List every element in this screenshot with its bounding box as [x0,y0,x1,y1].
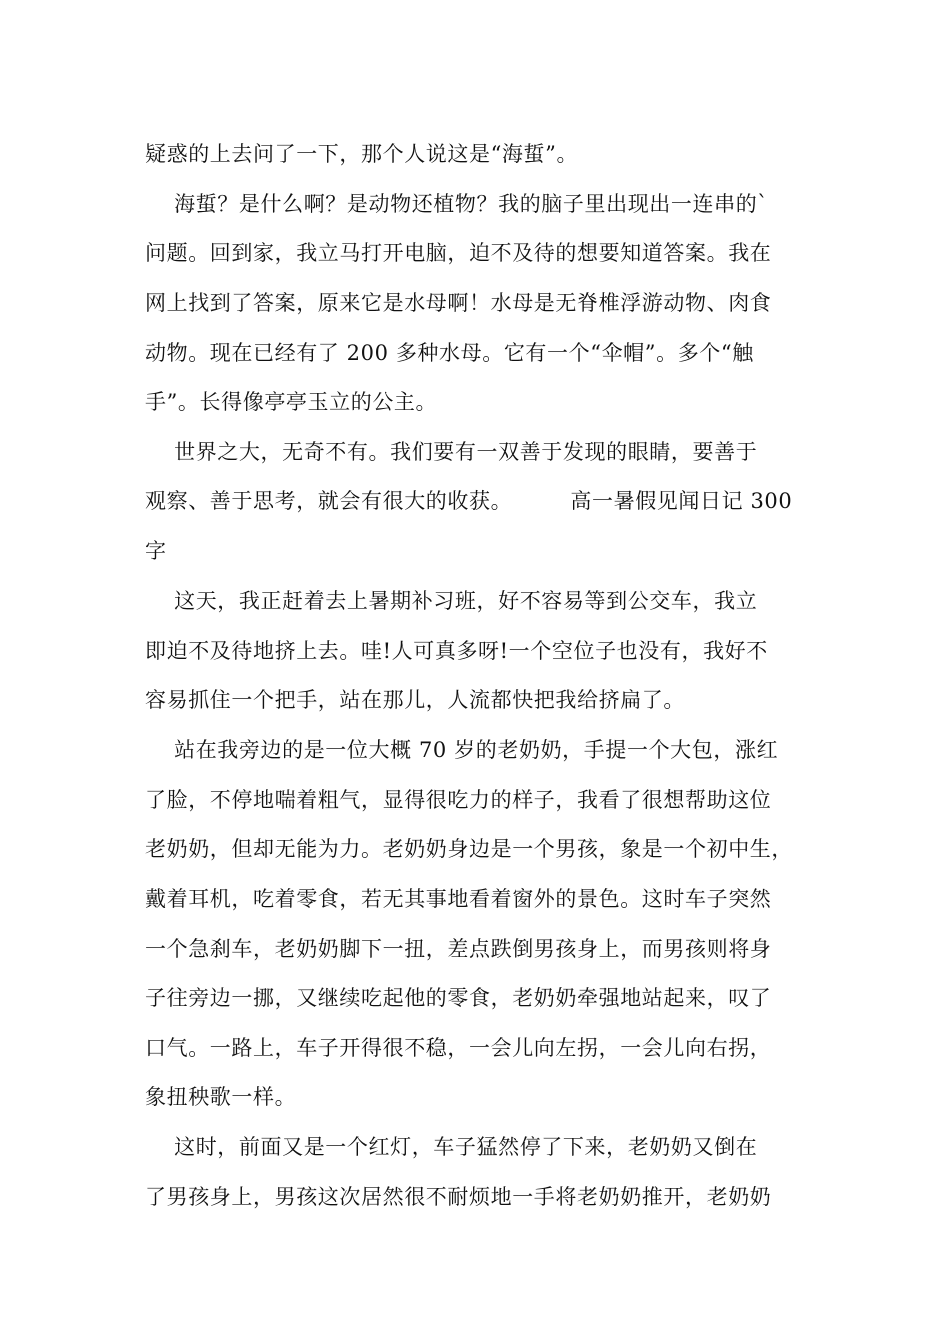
text-line: 了男孩身上，男孩这次居然很不耐烦地一手将老奶奶推开，老奶奶 [145,1185,772,1209]
text-line: 疑惑的上去问了一下，那个人说这是“海蜇”。 [145,142,579,166]
text-line: 口气。一路上，车子开得很不稳，一会儿向左拐，一会儿向右拐， [145,1036,772,1060]
text-line: 站在我旁边的是一位大概 70 岁的老奶奶，手提一个大包，涨红 [145,738,779,762]
text-line: 容易抓住一个把手，站在那儿，人流都快把我给挤扁了。 [145,688,685,712]
text-line: 这天，我正赶着去上暑期补习班，好不容易等到公交车，我立 [145,589,758,613]
text-line: 老奶奶，但却无能为力。老奶奶身边是一个男孩，象是一个初中生， [145,837,793,861]
text-line: 海蜇？是什么啊？是动物还植物？我的脑子里出现出一连串的` [145,192,769,216]
text-line: 戴着耳机，吃着零食，若无其事地看着窗外的景色。这时车子突然 [145,887,772,911]
text-line: 象扭秧歌一样。 [145,1085,297,1109]
text-line: 子往旁边一挪，又继续吃起他的零食，老奶奶牵强地站起来，叹了 [145,986,772,1010]
text-line: 世界之大，无奇不有。我们要有一双善于发现的眼睛，要善于 [145,440,758,464]
text-line: 一个急刹车，老奶奶脚下一扭，差点跌倒男孩身上，而男孩则将身 [145,937,772,961]
text-line: 手”。长得像亭亭玉立的公主。 [145,390,438,414]
text-line: 字 [145,539,167,563]
text-line: 了脸，不停地喘着粗气，显得很吃力的样子，我看了很想帮助这位 [145,788,772,812]
text-line: 问题。回到家，我立马打开电脑，迫不及待的想要知道答案。我在 [145,241,772,265]
text-line: 这时，前面又是一个红灯，车子猛然停了下来，老奶奶又倒在 [145,1135,758,1159]
text-line: 即迫不及待地挤上去。哇!人可真多呀!一个空位子也没有，我好不 [145,639,768,663]
text-line: 网上找到了答案，原来它是水母啊！水母是无脊椎浮游动物、肉食 [145,291,772,315]
text-line: 动物。现在已经有了 200 多种水母。它有一个“伞帽”。多个“触 [145,341,754,365]
text-line: 观察、善于思考，就会有很大的收获。 高一暑假见闻日记 300 [145,489,793,513]
